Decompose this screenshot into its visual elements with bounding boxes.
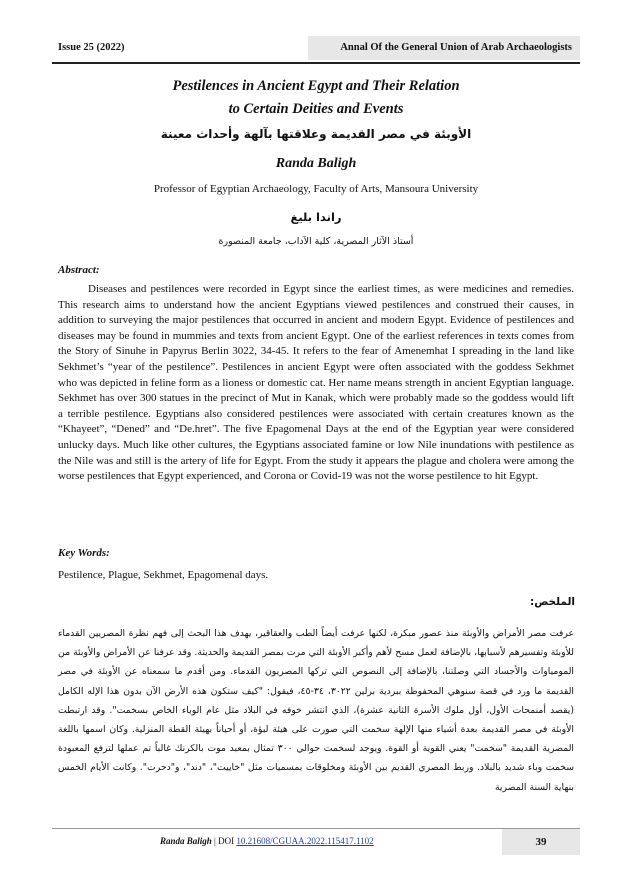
author-name: Randa Baligh — [275, 156, 357, 171]
arabic-title: الأوبئة في مصر القديمة وعلاقتها بآلهة وأحداث معينة — [160, 127, 472, 141]
arabic-author-affiliation: أستاذ الآثار المصرية، كلية الآداب، جامعة المنصورة — [218, 236, 414, 247]
arabic-abstract-text: عرفت مصر الأمراض والأوبئة منذ عصور مبكرة، لكنها عرفت أيضاً الطب والعقاقير، يهدف هذا البحث إلى فهم نظرة المصريين القدماء للأوبئة وتفسيرهم لأسبابها، بالإضافة لعمل مسح لأهم وأكبر الأوبئة التي مرت بمصر القديمة والحديثة. وقد عرفنا عن الأمراض والأوبئة من المومياوات والأجساد التي وصلتنا، بالإضافة إلى النصوص التي تركها المصريون القدماء. ومن أقدم ما سمعناه عن الأوبئة في مصر القديمة ما ورد في قصة سنوهي المحفوظة ببردية برلين ٣٠٢٢، ٣٤-٤٥، فيقول: "كيف ستكون هذه الأرض الآن بدون هذا الإله الكامل (يقصد أمنمحات الأول، أول ملوك الأسرة الثانية عشرة)، الذي انتشر خوفه في البلاد مثل عام الوباء الخاص بسخمت". وقد ارتبطت الأوبئة في مصر القديمة بعدة أشياء منها الإلهة سخمت التي صورت على هيئة لبؤة، أو أحياناً بهيئة القطة المنزلية. وكان اسمها باللغة المصرية القديمة "سخمت" يعني القوية أو القوة. ويوجد لسخمت حوالي ٣٠٠ تمثال بمعبد موت بالكرنك غالباً تم عملها لترفع المعبودة سخمت وباء شديد بالبلاد. وربط المصري القديم بين الأوبئة ومخلوقات بمسميات مثل "خاييت"، "دند"، و"دحرت". وكانت الأيام الخمس بنهاية السنة المصرية — [58, 628, 574, 793]
footer-author: Randa Baligh — [160, 836, 212, 846]
abstract-text: Diseases and pestilences were recorded in Egypt since the earliest times, as were medicines and remedies. This research aims to understand how the ancient Egyptians viewed pestilences and construed their causes, in addition to surveying the major pestilences that occurred in ancient and modern Egypt. Evidence of pestilences and diseases may be found in mummies and texts from ancient Egypt. One of the earliest references in texts comes from the Story of Sinuhe in Papyrus Berlin 3022, 34-45. It refers to the fear of Amenemhat I spreading in the land like Sekhmet’s “year of the pestilence”. Pestilences in ancient Egypt were often associated with the goddess Sekhmet who was depicted in feline form as a lioness or domestic cat. Her name means strength in ancient Egyptian language. Sekhmet has over 300 statues in the precinct of Mut in Kanak, which were probably made so the goddess would lift a terrible pestilence. Egyptians also considered pestilences were associated with certain creatures known as the “Khayeet”, “Dened” and “De.hret”. The five Epagomenal Days at the end of the Egyptian year were considered unlucky days. Much like other cultures, the Egyptians associated famine or low Nile inundations with pestilence as the Nile was and still is the artery of life for Egypt. From the study it appears the plague and cholera were among the worse pestilences that Egypt experienced, and Corona or Covid-19 was not the worse pestilence to hit Egypt. — [58, 283, 574, 483]
running-header — [52, 36, 580, 64]
footer-citation — [160, 836, 374, 846]
issue-number: Issue 25 (2022) — [58, 42, 125, 53]
arabic-abstract-label: الملخص: — [530, 596, 575, 608]
keywords-text: Pestilence, Plague, Sekhmet, Epagomenal days. — [58, 569, 269, 581]
doi-link[interactable]: 10.21608/CGUAA.2022.115417.1102 — [236, 836, 374, 846]
page-footer — [52, 828, 580, 855]
footer-doi-label: DOI — [218, 836, 235, 846]
author-affiliation: Professor of Egyptian Archaeology, Faculty of Arts, Mansoura University — [153, 183, 479, 195]
abstract-label: Abstract: — [58, 264, 100, 276]
keywords-label: Key Words: — [58, 547, 110, 559]
title-line-2: to Certain Deities and Events — [228, 101, 404, 117]
arabic-author-name: راندا بليغ — [290, 210, 342, 224]
journal-name: Annal Of the General Union of Arab Archaeologists — [308, 36, 580, 60]
title-line-1: Pestilences in Ancient Egypt and Their Relation — [172, 78, 460, 94]
footer-separator: | — [214, 836, 216, 846]
page-number: 39 — [502, 829, 580, 855]
